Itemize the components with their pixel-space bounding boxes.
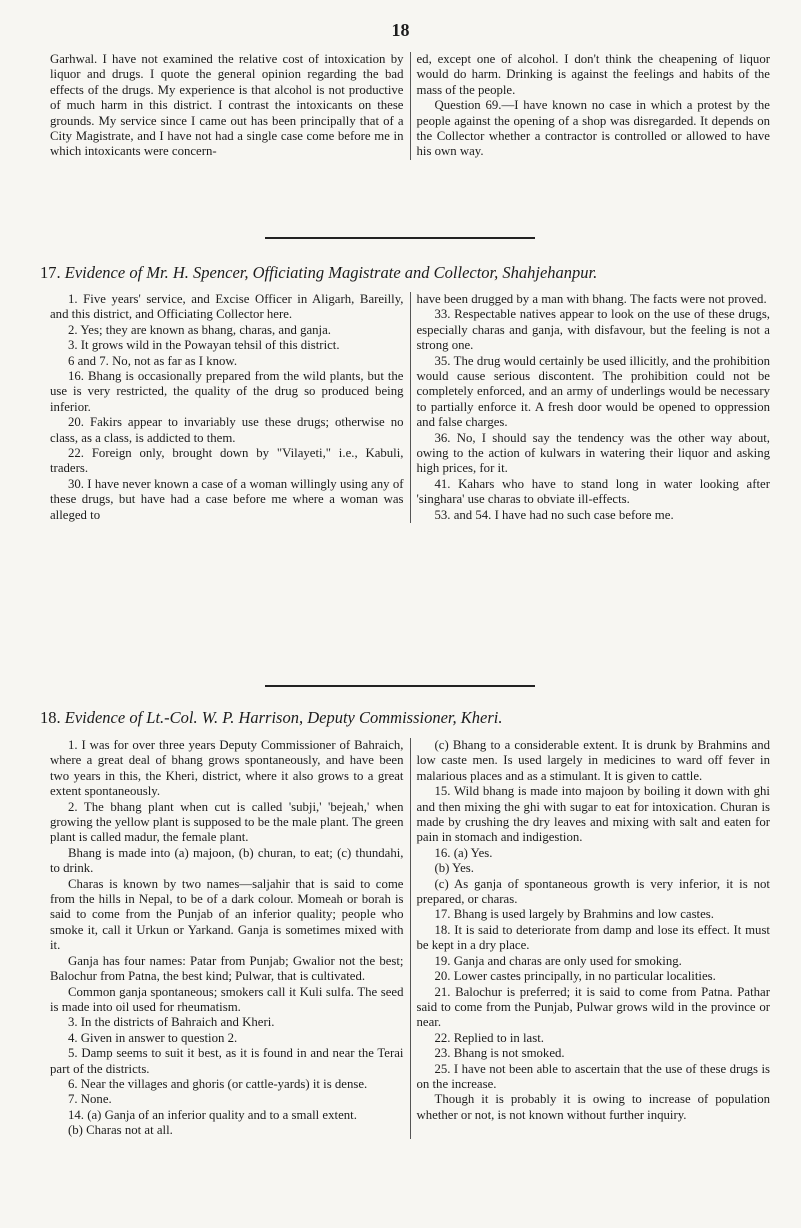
intro-columns bbox=[50, 52, 770, 160]
paragraph: 21. Balochur is preferred; it is said to come from Patna. Pathar said to come from the Punjab, Pulwar grows wild in the province or near. bbox=[416, 984, 770, 1030]
paragraph: 33. Respectable natives appear to look on the use of these drugs, especially charas and ganja, with disfavour, but the feeling is not a strong one. bbox=[416, 307, 770, 353]
page-number: 18 bbox=[391, 20, 410, 40]
paragraph: 17. Bhang is used largely by Brahmins and low castes. bbox=[434, 907, 714, 922]
section-18-right-column bbox=[411, 738, 771, 1139]
paragraph: have been drugged by a man with bhang. The facts were not proved. bbox=[416, 292, 767, 306]
section-heading bbox=[40, 708, 780, 728]
paragraph: 35. The drug would certainly be used illicitly, and the prohibition would cause serious discontent. The prohibition could not be completely enforced, and an army of underlings would be necessary to partially enforce it. A fresh door would be opened to oppression and false charges. bbox=[416, 353, 770, 430]
paragraph: Bhang is made into (a) majoon, (b) churan, to eat; (c) thundahi, to drink. bbox=[50, 845, 404, 876]
paragraph: 20. Fakirs appear to invariably use these drugs; otherwise no class, as a class, is addicted to them. bbox=[50, 415, 404, 445]
paragraph: 22. Replied to in last. bbox=[434, 1030, 544, 1045]
section-17-left-column bbox=[50, 292, 411, 523]
paragraph: (c) Bhang to a considerable extent. It is drunk by Brahmins and low caste men. Is used largely in medicines to ward off fever in malarious places and as a stimulant. It is given to cattle. bbox=[416, 738, 770, 783]
paragraph: 23. Bhang is not smoked. bbox=[434, 1046, 565, 1061]
paragraph: ed, except one of alcohol. I don't think the cheapening of liquor would do harm. Drinking is against the feelings and habits of the mass of the people. bbox=[416, 52, 770, 97]
paragraph: Ganja has four names: Patar from Punjab; Gwalior not the best; Balochur from Patna, the best kind; Pulwar, that is cultivated. bbox=[50, 953, 404, 984]
paragraph: Garhwal. I have not examined the relative cost of intoxication by liquor and drugs. I quote the general opinion regarding the bad effects of the drugs. My experience is that alcohol is not productive of much harm in this district. I contrast the intoxicants on these grounds. My service since I came out has been principally that of a City Magistrate, and I have not had a single case come before me in which intoxicants were concern- bbox=[50, 52, 404, 159]
paragraph: 7. None. bbox=[68, 1092, 112, 1107]
paragraph: 20. Lower castes principally, in no particular localities. bbox=[434, 969, 716, 984]
paragraph: (b) Charas not at all. bbox=[68, 1123, 173, 1138]
paragraph: Question 69.—I have known no case in which a protest by the people against the opening of a shop was disregarded. It depends on the Collector whether a contractor is controlled or allowed to have his own way. bbox=[416, 98, 770, 159]
paragraph: Charas is known by two names—saljahir that is said to come from the hills in Nepal, to be of a dark colour. Momeah or borah is said to come from the Punjab of an inferior quality; people who smoke it, call it Urkun or Yarkand. Ganja is sometimes mixed with it. bbox=[50, 876, 404, 953]
paragraph: 18. It is said to deteriorate from damp and lose its effect. It must be kept in a dry place. bbox=[416, 922, 770, 953]
section-number: 17. bbox=[40, 263, 61, 282]
section-18-left-column bbox=[50, 738, 411, 1139]
section-17-columns bbox=[50, 292, 770, 523]
paragraph: 14. (a) Ganja of an inferior quality and to a small extent. bbox=[68, 1107, 357, 1122]
paragraph: 36. No, I should say the tendency was the other way about, owing to the action of kulwars in watering their liquor and asking high prices, for it. bbox=[416, 430, 770, 476]
paragraph: 1. Five years' service, and Excise Officer in Aligarh, Bareilly, and this district, and Officiating Collector here. bbox=[50, 292, 404, 322]
paragraph: 30. I have never known a case of a woman willingly using any of these drugs, but have had a case before me where a woman was alleged to bbox=[50, 476, 404, 522]
paragraph: 2. The bhang plant when cut is called 'subji,' 'bejeah,' when growing the yellow plant is supposed to be the male plant. The green plant is called madur, the female plant. bbox=[50, 799, 404, 845]
paragraph: Though it is probably it is owing to increase of population whether or not, is not known without further inquiry. bbox=[416, 1092, 770, 1122]
intro-right-column bbox=[411, 52, 771, 160]
paragraph: 53. and 54. I have had no such case before me. bbox=[434, 507, 674, 522]
paragraph: 25. I have not been able to ascertain that the use of these drugs is on the increase. bbox=[416, 1061, 770, 1091]
paragraph: 15. Wild bhang is made into majoon by boiling it down with ghi and then mixing the ghi with sugar to eat for intoxication. Churan is made by crushing the dry leaves and mixing with salt and eaten for pain in stomach and indigestion. bbox=[416, 784, 770, 845]
paragraph: 6. Near the villages and ghoris (or cattle-yards) it is dense. bbox=[68, 1076, 368, 1091]
paragraph: (b) Yes. bbox=[434, 861, 474, 876]
paragraph: 4. Given in answer to question 2. bbox=[68, 1030, 238, 1045]
paragraph: 16. (a) Yes. bbox=[434, 845, 493, 860]
intro-left-column bbox=[50, 52, 411, 160]
section-heading bbox=[40, 263, 780, 283]
paragraph: 5. Damp seems to suit it best, as it is found in and near the Terai part of the districts. bbox=[50, 1046, 404, 1076]
paragraph: (c) As ganja of spontaneous growth is very inferior, it is not prepared, or charas. bbox=[416, 876, 770, 907]
paragraph: 22. Foreign only, brought down by "Vilayeti," i.e., Kabuli, traders. bbox=[50, 446, 404, 476]
section-18-columns bbox=[50, 738, 770, 1139]
paragraph: 1. I was for over three years Deputy Commissioner of Bahraich, where a great deal of bhang grows spontaneously, and have been two years in this, the Kheri, district, where it also grows to a great extent spontaneously. bbox=[50, 738, 404, 799]
section-divider bbox=[265, 685, 535, 687]
paragraph: 6 and 7. No, not as far as I know. bbox=[68, 353, 238, 368]
section-title: Evidence of Mr. H. Spencer, Officiating Magistrate and Collector, Shahjehanpur. bbox=[64, 263, 598, 282]
paragraph: 2. Yes; they are known as bhang, charas, and ganja. bbox=[68, 322, 331, 337]
paragraph: 3. In the districts of Bahraich and Kheri. bbox=[68, 1015, 275, 1030]
paragraph: 41. Kahars who have to stand long in water looking after 'singhara' use charas to obviate ill-effects. bbox=[416, 476, 770, 507]
section-divider bbox=[265, 237, 535, 239]
paragraph: 19. Ganja and charas are only used for smoking. bbox=[434, 953, 682, 968]
paragraph: 16. Bhang is occasionally prepared from the wild plants, but the use is very restricted, the quality of the drug so produced being inferior. bbox=[50, 369, 404, 414]
section-17-right-column bbox=[411, 292, 771, 523]
paragraph: 3. It grows wild in the Powayan tehsil of this district. bbox=[68, 338, 340, 353]
paragraph: Common ganja spontaneous; smokers call it Kuli sulfa. The seed is made into oil used for rheumatism. bbox=[50, 984, 404, 1014]
section-number: 18. bbox=[40, 708, 61, 727]
section-title: Evidence of Lt.-Col. W. P. Harrison, Deputy Commissioner, Kheri. bbox=[64, 708, 503, 727]
